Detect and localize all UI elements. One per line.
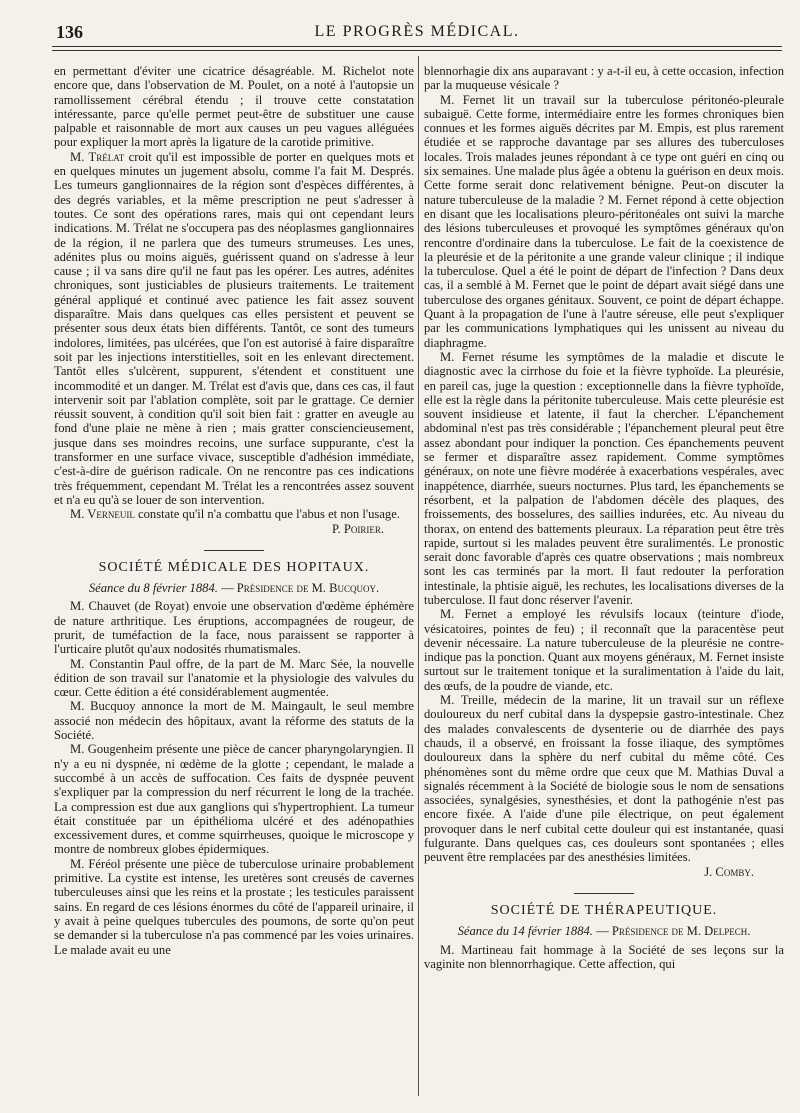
- paragraph: M. Constantin Paul offre, de la part de M. Marc Sée, la nouvelle édition de son travail sur l'anatomie et la physiologie des valvules du cœur. Cette édition a été considérablement augmentée.: [54, 656, 414, 700]
- right-column: [424, 64, 784, 971]
- paragraph: en permettant d'éviter une cicatrice désagréable. M. Richelot note encore que, dans l'observation de M. Poulet, on a noté à l'autopsie un ramollissement cérébral étendu ; il trouve cette constatation intéressante, parce qu'elle permet peut-être de substituer une cause palpable et raisonnable de mort aux causes un peu vagues alléguées pour expliquer la mort après la ligature de la carotide primitive.: [54, 64, 414, 150]
- paragraph: M. Gougenheim présente une pièce de cancer pharyngolaryngien. Il n'y a eu ni dyspnée, ni œdème de la glotte ; cependant, le malade a succombé à un accès de suffocation. Ces faits de dyspnée peuvent s'expliquer par la compression du nerf récurrent le long de la trachée. La compression est due aux ganglions qui s'hypertrophient. La tumeur était constituée par un épithélioma ulcéré et des adénopathies excessivement dures, et comme squirrheuses, quoique le microscope y montre de nombreux globes épidermiques.: [54, 742, 414, 857]
- paragraph: M. Martineau fait hommage à la Société de ses leçons sur la vaginite non blennorrhagique. Cette affection, qui: [424, 942, 784, 971]
- paragraph: M. Fernet résume les symptômes de la maladie et discute le diagnostic avec la cirrhose du foie et la fièvre typhoïde. La pleurésie, en pareil cas, juge la question : exceptionnelle dans la fièvre typhoïde, elle est la règle dans la péritonite tuberculeuse. Mais cette pleurésie est souvent insidieuse et latente, il faut la chercher. L'épanchement abdominal n'est pas très considérable ; l'épanchement pleural peut être assez abondant pour indiquer la ponction. Ces épanchements peuvent se fermer et disparaître assez rapidement. Comme symptômes généraux, on note une fièvre modérée à exacerbations vespérales, avec inappétence, diarrhée, sueurs nocturnes. Plus tard, les épanchements se résorbent, et la palpation de l'abdomen décèle des plaques, des froissements, des bosselures, des saillies indurées, etc. Au niveau du thorax, on entend des battements pleuraux. La réparation peut être très rapide, surtout si les malades peuvent être suralimentés. Le pronostic serait donc favorable d'après ces quatre observations ; mais nombreux sont les cas terminés par la mort. Il faut redouter la perforation intestinale, la phtisie aiguë, les rechutes, les localisations diverses de la tuberculose. Il faut donc réserver l'avenir.: [424, 349, 784, 607]
- section-separator: [574, 893, 634, 894]
- header-rule-bottom: [52, 50, 782, 51]
- paragraph: M. Féréol présente une pièce de tuberculose urinaire probablement primitive. La cystite est intense, les uretères sont creusés de cavernes tuberculeuses ainsi que les reins et la prostate ; les testicules paraissent sains. En regard de ces lésions énormes du côté de l'appareil urinaire, il y avait à peine quelques tubercules des poumons, de sorte qu'on peut se demander si la tuberculose n'a pas commencé par les voies urinaires. Le malade avait eu une: [54, 856, 414, 957]
- page-header: [52, 22, 782, 44]
- left-column: [54, 64, 414, 957]
- session-line: Séance du 14 février 1884. — Présidence de M. Delpech.: [457, 924, 751, 939]
- section-title: SOCIÉTÉ MÉDICALE DES HOPITAUX.: [98, 559, 370, 575]
- signature: P. Poirier.: [331, 521, 384, 536]
- header-rule-top: [52, 46, 782, 47]
- signature: J. Comby.: [704, 864, 754, 879]
- speaker-name: M. Verneuil: [70, 507, 135, 522]
- page-number: 136: [56, 22, 83, 42]
- paragraph: blennorhagie dix ans auparavant : y a-t-il eu, à cette occasion, infection par la muqueuse vésicale ?: [424, 64, 784, 93]
- section-title: SOCIÉTÉ DE THÉRAPEUTIQUE.: [490, 902, 718, 918]
- section-separator: [204, 550, 264, 551]
- paragraph: M. Chauvet (de Royat) envoie une observation d'œdème éphémère de nature arthritique. Les éruptions, accompagnées de rougeur, de prurit, de tuméfaction de la face, nous paraissent se rapporter à l'urticaire plutôt qu'aux nodosités rhumatismales.: [54, 599, 414, 657]
- paragraph: M. Treille, médecin de la marine, lit un travail sur un réflexe douloureux du nerf cubital dans la dyspepsie gastro-intestinale. Chez des malades convalescents de dysenterie ou de diarrhée des pays chauds, il a observé, en froissant la fosse iliaque, des symptômes douloureux dans la sphère du nerf cubital du même côté. Ces phénomènes sont du même ordre que ceux que M. Mathias Duval a signalés récemment à la Société de biologie sous le nom de sensations associées, synalgésies, synesthésies, et dont la pathogénie n'est pas encore fixée. A l'aide d'une pile électrique, on peut également provoquer dans le nerf cubital cette douleur qui est instantanée, quasi fulgurante. Dans quelques cas, ces douleurs sont spontanées ; elles peuvent être remplacées par des anesthésies limitées.: [424, 693, 784, 865]
- paragraph: M. Trélat croit qu'il est impossible de porter en quelques mots et en quelques minutes un jugement absolu, comme l'a fait M. Després. Les tumeurs ganglionnaires de la région sont d'espèces différentes, à des degrés variables, et la même prescription ne peut s'adresser à toutes. Ce sont des opérations rares, mais qui ont cependant leurs indications. M. Trélat ne s'occupera pas des néoplasmes ganglionnaires de la région, il ne parlera que des tumeurs strumeuses. Les unes, adénites plus ou moins aiguës, guérissent quand on s'adresse à leur cause ; il va sans dire qu'il ne faut pas les opérer. Les autres, adénites chroniques, sont justiciables de plusieurs traitements. Le traitement général appliqué et continué avec patience les fait assez souvent disparaître. Mais dans quelques cas elles persistent et peuvent se présenter sous deux états bien différents. Tantôt, ce sont des tumeurs indolores, limitées, pas ulcérées, que l'on est autorisé à faire disparaître soit par les injections interstitielles, soit en les enlevant directement. Tantôt elles s'ulcèrent, suppurent, s'étendent et constituent une incommodité et un danger. M. Trélat est d'avis que, dans ces cas, il faut intervenir soit par l'ablation complète, soit par le grattage. Ce dernier réussit souvent, à condition qu'il soit bien fait : gratter en aveugle au fond d'une plaie ne mène à rien ; mais gratter consciencieusement, jusque dans ses moindres recoins, une surface suppurante, c'est la transformer en une surface vivace, susceptible d'adhésion immédiate, c'est-à-dire de guérison radicale. On ne rencontre pas ces indications très fréquemment, cependant M. Trélat les a rencontrées assez souvent et n'a eu qu'à se louer de son intervention.: [54, 149, 414, 507]
- column-divider: [418, 56, 419, 1096]
- paragraph: M. Bucquoy annonce la mort de M. Maingault, le seul membre associé non médecin des hôpitaux, avant la réforme des statuts de la Société.: [54, 699, 414, 743]
- paragraph: M. Verneuil constate qu'il n'a combattu que l'abus et non l'usage.: [70, 507, 400, 522]
- speaker-name: M. Trélat: [70, 149, 125, 164]
- session-line: Séance du 8 février 1884. — Présidence de M. Bucquoy.: [88, 581, 380, 596]
- running-title: LE PROGRÈS MÉDICAL.: [314, 23, 520, 40]
- paragraph: M. Fernet lit un travail sur la tuberculose péritonéo-pleurale subaiguë. Cette forme, intermédiaire entre les formes chroniques bien connues et les formes aiguës décrites par M. Empis, est plus rarement étudiée et se rapproche davantage par ses allures des tuberculoses locales. Trois malades jeunes répondant à ce type ont guéri en cinq ou six semaines. Une malade plus âgée a obtenu la guérison en deux mois. Cette forme serait donc relativement bénigne. Peut-on discuter la nature tuberculeuse de la maladie ? M. Fernet répond à cette objection en disant que les localisations pleuro-péritonéales ont suivi la marche des lésions tuberculeuses et provoqué les symptômes généraux qu'on rencontre d'ordinaire dans la tuberculose. Le fait de la coexistence de la pleurésie et de la péritonite a une grande valeur clinique ; il indique la tuberculose. Quel a été le point de départ de l'infection ? Dans deux cas, il a semblé à M. Fernet que le point de départ avait siégé dans une tuberculose des organes génitaux. Souvent, ce point de départ échappe. Quant à la propagation de l'une à l'autre séreuse, elle peut s'expliquer par les communications lymphatiques qui les unissent au niveau du diaphragme.: [424, 92, 784, 350]
- paragraph: M. Fernet a employé les révulsifs locaux (teinture d'iode, vésicatoires, pointes de feu) ; il reconnaît que la paracentèse peut devenir nécessaire. La nature tuberculeuse de la pleurésie ne contre-indique pas la ponction. Quant aux moyens généraux, M. Fernet insiste surtout sur le traitement tonique et la suralimentation à l'aide du lait, des œufs, de la poudre de viande, etc.: [424, 607, 784, 693]
